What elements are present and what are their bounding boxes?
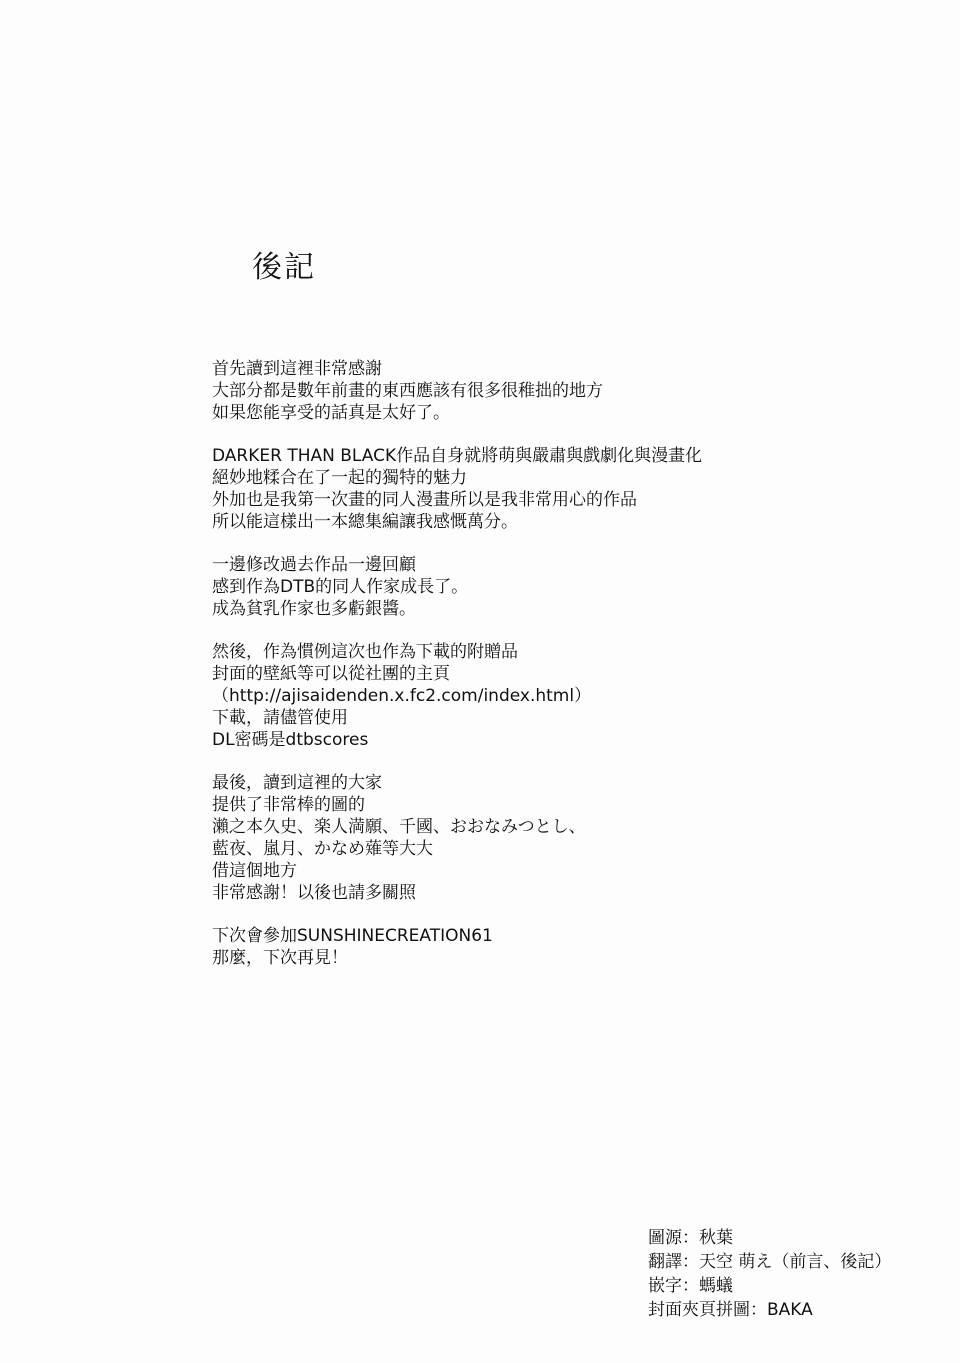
paragraph: [212, 925, 832, 969]
text-line: 如果您能享受的話真是太好了。: [212, 403, 450, 423]
text-line: 一邊修改過去作品一邊回顧: [212, 555, 416, 575]
text-line: 藍夜、嵐月、かなめ薙等大大: [212, 839, 433, 859]
text-line: 最後，讀到這裡的大家: [212, 773, 382, 793]
text-line: DARKER THAN BLACK作品自身就將萌與嚴肅與戲劇化與漫畫化: [212, 446, 703, 466]
credits-block: [648, 1226, 948, 1322]
text-line: 成為貧乳作家也多虧銀醬。: [212, 599, 416, 619]
text-line: 大部分都是數年前畫的東西應該有很多很稚拙的地方: [212, 381, 603, 401]
credit-cover-puzzle: 封面夾頁拼圖：BAKA: [648, 1300, 813, 1320]
text-line: 瀨之本久史、楽人満願、千國、おおなみつとし、: [212, 817, 586, 837]
paragraph: [212, 445, 832, 533]
paragraph: [212, 554, 832, 620]
paragraph: [212, 772, 832, 904]
paragraph: [212, 641, 832, 751]
text-line: 然後，作為慣例這次也作為下載的附贈品: [212, 642, 518, 662]
text-line: 絕妙地糅合在了一起的獨特的魅力: [212, 468, 467, 488]
text-line: 那麼，下次再見！: [212, 948, 348, 968]
text-line: 借這個地方: [212, 861, 297, 881]
text-line: 感到作為DTB的同人作家成長了。: [212, 577, 469, 597]
credit-typesetting: 嵌字：螞蟻: [648, 1276, 733, 1296]
text-line: 提供了非常棒的圖的: [212, 795, 365, 815]
credit-translation: 翻譯：天空 萌え（前言、後記）: [648, 1252, 892, 1272]
text-line: DL密碼是dtbscores: [212, 730, 369, 750]
paragraph: [212, 358, 832, 424]
page-title: 後記: [252, 250, 316, 285]
credit-source: 圖源：秋葉: [648, 1228, 733, 1248]
url-line: （http://ajisaidenden.x.fc2.com/index.html）: [212, 686, 592, 706]
text-line: 封面的壁紙等可以從社團的主頁: [212, 664, 450, 684]
afterword-body: [212, 358, 832, 990]
text-line: 外加也是我第一次畫的同人漫畫所以是我非常用心的作品: [212, 490, 637, 510]
text-line: 下載，請儘管使用: [212, 708, 348, 728]
text-line: 所以能這樣出一本總集編讓我感慨萬分。: [212, 512, 518, 532]
text-line: 首先讀到這裡非常感謝: [212, 359, 382, 379]
text-line: 非常感謝！以後也請多關照: [212, 883, 416, 903]
text-line: 下次會參加SUNSHINECREATION61: [212, 926, 493, 946]
